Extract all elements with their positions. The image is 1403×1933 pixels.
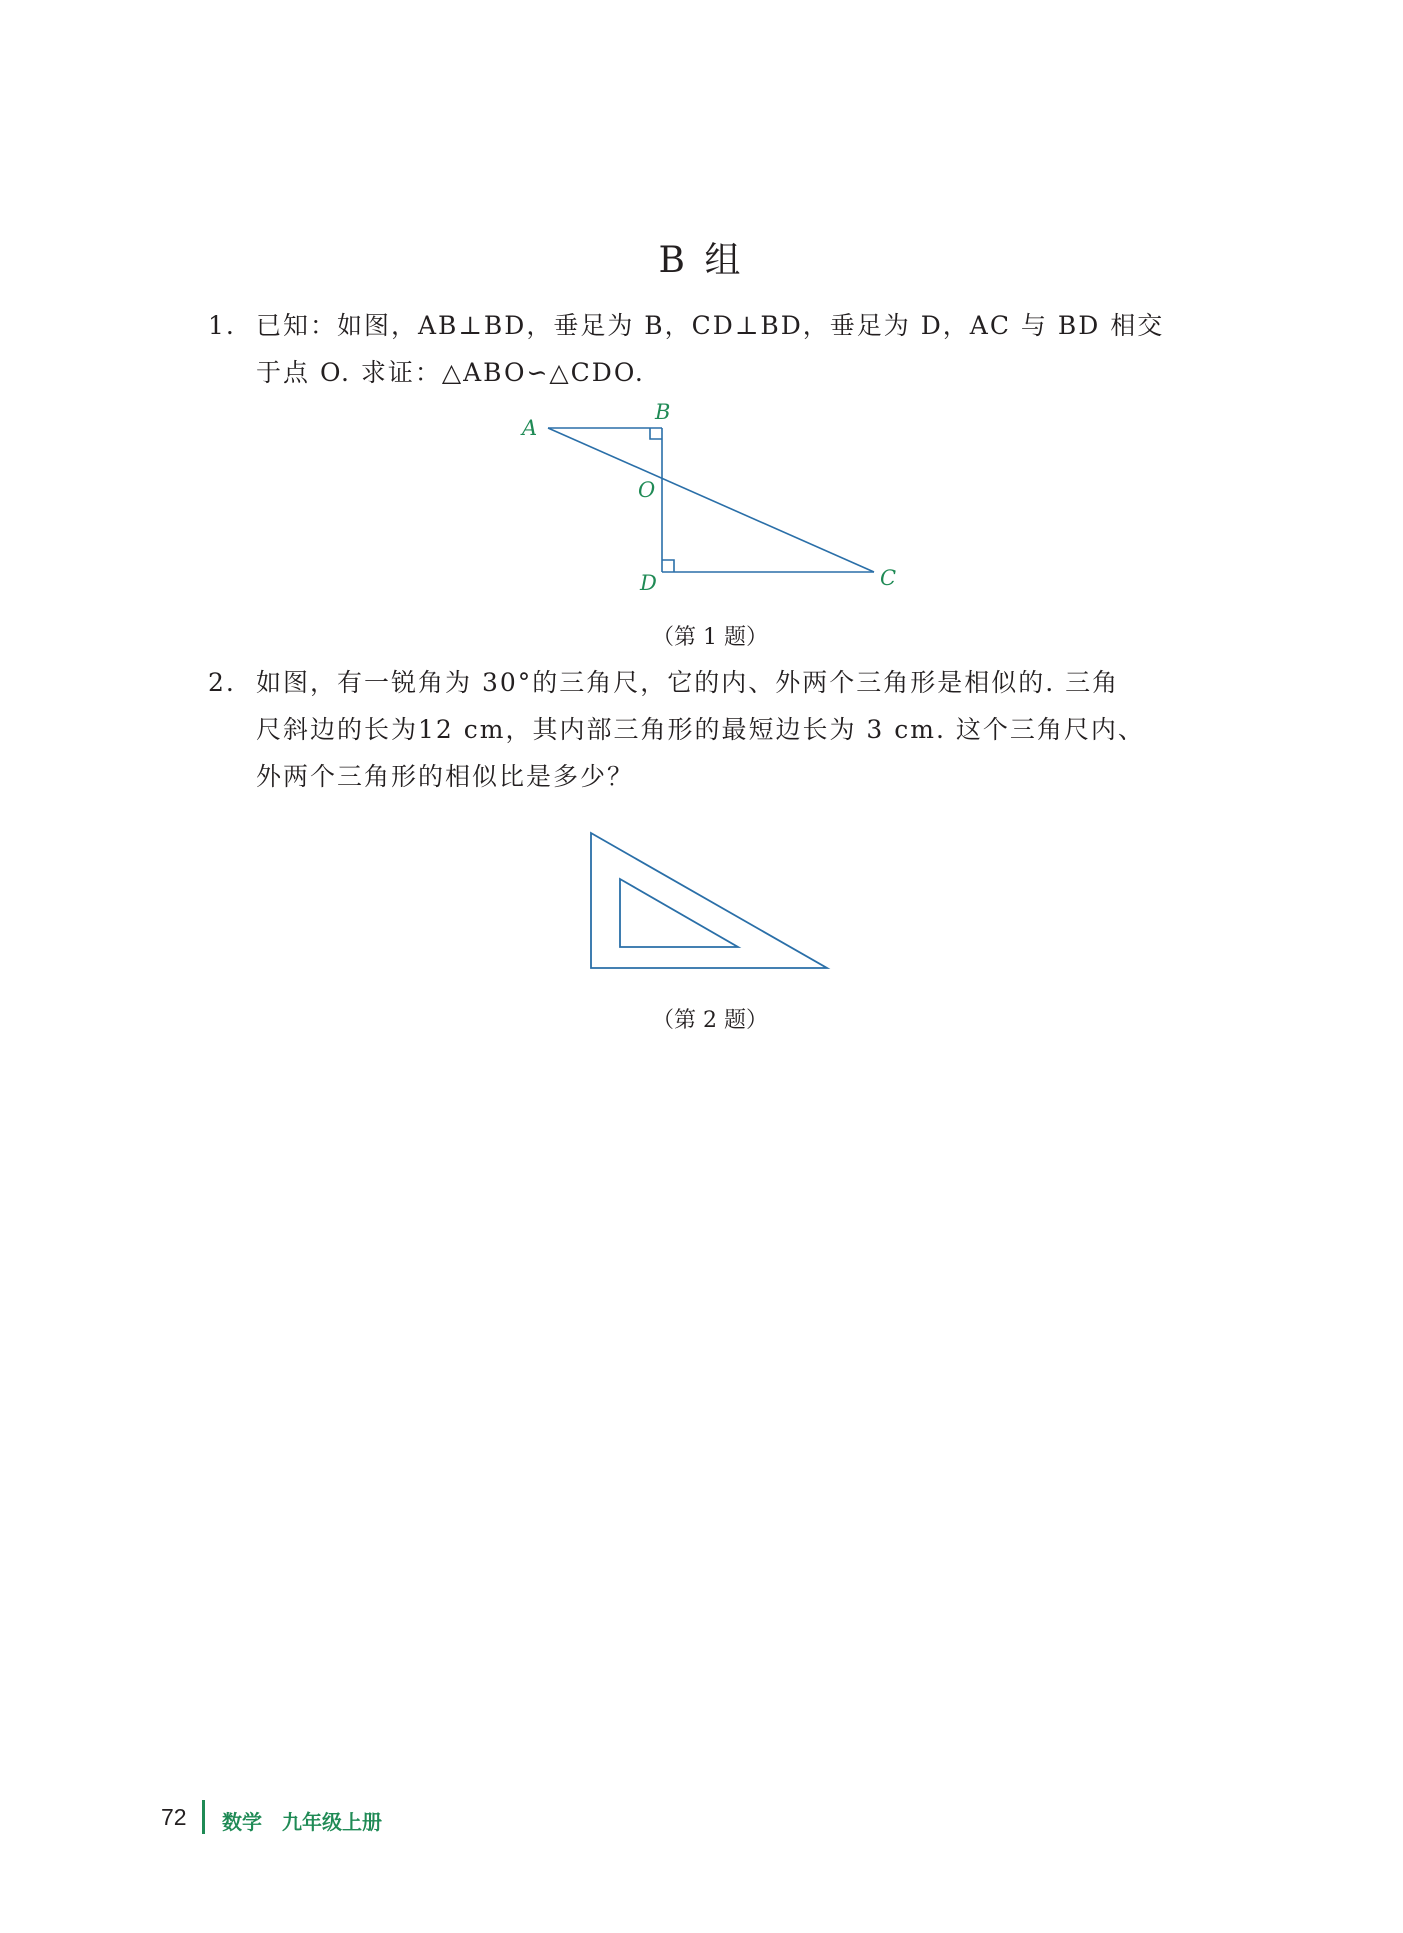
label-b: B: [655, 400, 671, 424]
problem-text-line: 外两个三角形的相似比是多少？: [256, 762, 635, 791]
problem-number: 2.: [208, 668, 236, 697]
section-title: B 组: [658, 240, 745, 281]
footer-divider: [202, 1800, 205, 1834]
problem-text-line: 如图，有一锐角为 30°的三角尺，它的内、外两个三角形是相似的. 三角: [256, 668, 1120, 697]
figure-1-caption: （第 1 题）: [652, 625, 768, 650]
inner-triangle: [620, 879, 738, 947]
page-number: 72: [161, 1804, 187, 1830]
label-c: C: [880, 566, 897, 590]
figure-2-caption: （第 2 题）: [652, 1008, 768, 1033]
label-a: A: [522, 416, 538, 440]
right-angle-mark-d: [662, 560, 674, 572]
problem-text-line: 尺斜边的长为12 cm，其内部三角形的最短边长为 3 cm. 这个三角尺内、: [256, 715, 1145, 744]
segment-ac: [548, 428, 874, 572]
figure-1: [510, 395, 910, 595]
book-title: 数学 九年级上册: [222, 1810, 382, 1834]
problem-number: 1.: [208, 311, 236, 340]
label-d: D: [640, 571, 657, 595]
right-angle-mark-b: [650, 428, 662, 439]
problem-text-line: 于点 O. 求证：△ABO∽△CDO.: [256, 358, 645, 387]
problem-text-line: 已知：如图，AB⊥BD，垂足为 B，CD⊥BD，垂足为 D，AC 与 BD 相交: [256, 311, 1165, 340]
figure-2-set-square: [580, 825, 840, 975]
label-o: O: [638, 478, 656, 502]
